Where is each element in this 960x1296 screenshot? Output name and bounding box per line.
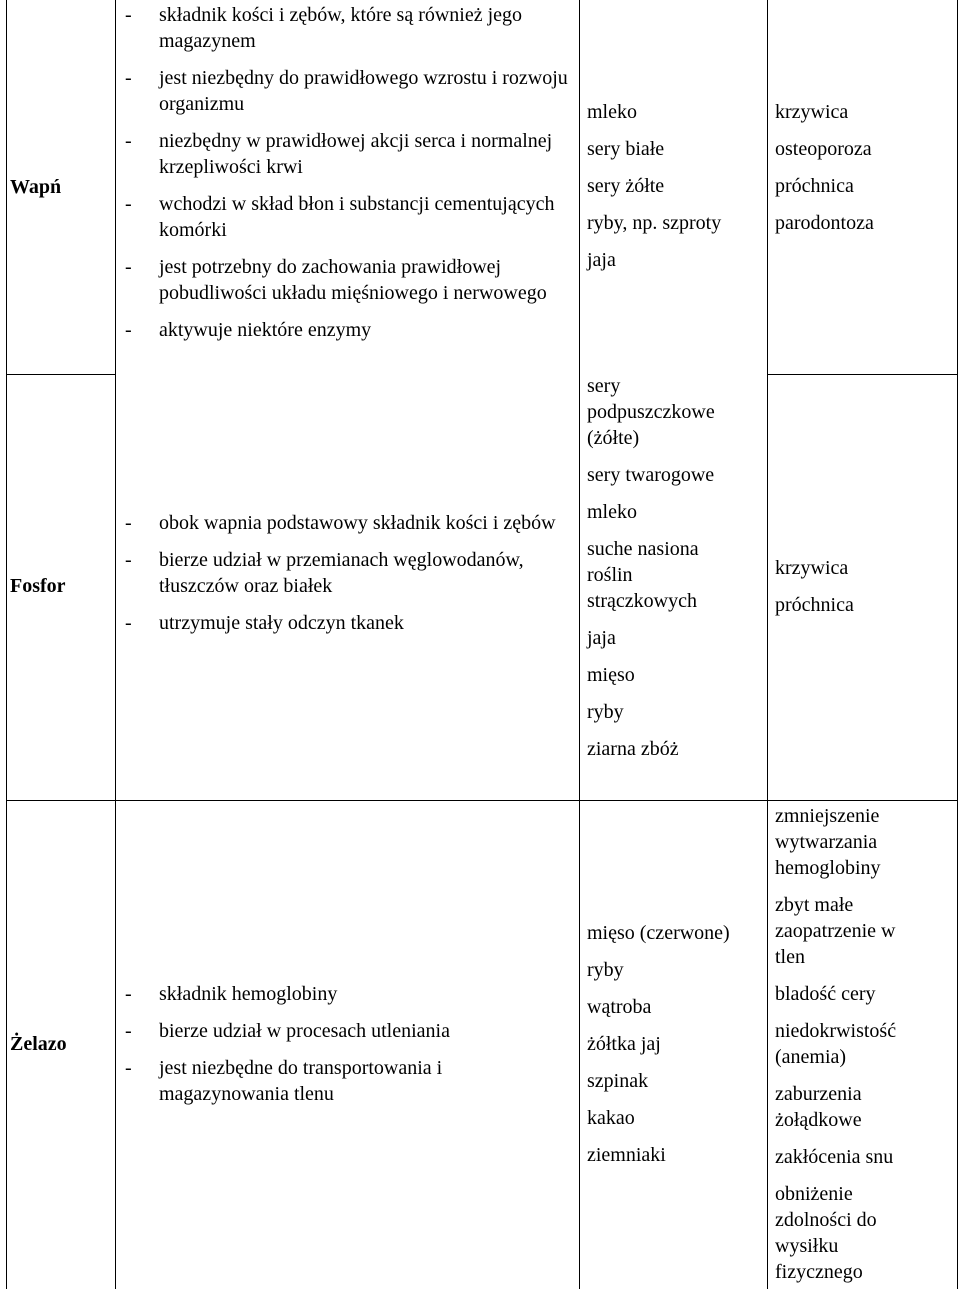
list-item: zmniejszenie wytwarzania hemoglobiny bbox=[775, 805, 881, 879]
column-divider-2 bbox=[579, 0, 580, 1289]
list-item: niedokrwistość (anemia) bbox=[775, 1020, 897, 1068]
list-item: sery białe bbox=[587, 138, 665, 160]
list-item: ryby bbox=[587, 701, 624, 723]
row-name-zelazo: Żelazo bbox=[10, 1033, 67, 1055]
list-item: mleko bbox=[587, 501, 637, 523]
column-divider-1 bbox=[115, 0, 116, 1289]
list-item: kakao bbox=[587, 1107, 635, 1129]
list-item: krzywica bbox=[775, 557, 849, 579]
list-item: parodontoza bbox=[775, 212, 874, 234]
list-item: próchnica bbox=[775, 175, 854, 197]
functions-list-zelazo bbox=[121, 981, 573, 1118]
list-item: mięso (czerwone) bbox=[587, 922, 730, 944]
list-item: sery podpuszczkowe (żółte) bbox=[587, 375, 715, 449]
list-item: ziemniaki bbox=[587, 1144, 666, 1166]
list-item: bladość cery bbox=[775, 983, 876, 1005]
list-item: - wchodzi w skład błon i substancji cementujących komórki bbox=[125, 193, 555, 241]
list-item: - obok wapnia podstawowy składnik kości i zębów bbox=[125, 512, 556, 534]
list-item: - aktywuje niektóre enzymy bbox=[125, 319, 372, 341]
list-item: obniżenie zdolności do wysiłku fizycznego bbox=[775, 1183, 877, 1283]
effects-list-fosfor bbox=[775, 555, 953, 629]
list-item: zakłócenia snu bbox=[775, 1146, 894, 1168]
list-item: - bierze udział w przemianach węglowodanów, tłuszczów oraz białek bbox=[125, 549, 524, 597]
list-item: wątroba bbox=[587, 996, 652, 1018]
list-item: - jest niezbędny do prawidłowego wzrostu i rozwoju organizmu bbox=[125, 67, 568, 115]
list-item: - składnik hemoglobiny bbox=[125, 983, 338, 1005]
list-item: zaburzenia żołądkowe bbox=[775, 1083, 862, 1131]
list-item: mleko bbox=[587, 101, 637, 123]
list-item: - niezbędny w prawidłowej akcji serca i normalnej krzepliwości krwi bbox=[125, 130, 553, 178]
list-item: ziarna zbóż bbox=[587, 738, 679, 760]
list-item: sery żółte bbox=[587, 175, 665, 197]
list-item: - bierze udział w procesach utleniania bbox=[125, 1020, 450, 1042]
sources-list-zelazo bbox=[587, 920, 762, 1179]
list-item: suche nasiona roślin strączkowych bbox=[587, 538, 699, 612]
table-border-right bbox=[957, 0, 958, 1289]
list-item: krzywica bbox=[775, 101, 849, 123]
list-item: próchnica bbox=[775, 594, 854, 616]
sources-list-fosfor bbox=[587, 373, 749, 773]
list-item: - jest potrzebny do zachowania prawidłowej pobudliwości układu mięśniowego i nerwowego bbox=[125, 256, 547, 304]
functions-list-wapn bbox=[121, 2, 573, 354]
list-item: szpinak bbox=[587, 1070, 649, 1092]
list-item: ryby bbox=[587, 959, 624, 981]
effects-list-zelazo bbox=[775, 803, 925, 1296]
list-item: żółtka jaj bbox=[587, 1033, 661, 1055]
list-item: jaja bbox=[587, 627, 616, 649]
row-divider-2 bbox=[6, 800, 958, 801]
row-name-fosfor: Fosfor bbox=[10, 575, 66, 597]
row-divider-1 bbox=[6, 374, 116, 375]
list-item: sery twarogowe bbox=[587, 464, 715, 486]
list-item: - składnik kości i zębów, które są również jego magazynem bbox=[125, 4, 523, 52]
list-item: zbyt małe zaopatrzenie w tlen bbox=[775, 894, 896, 968]
list-item: osteoporoza bbox=[775, 138, 872, 160]
list-item: - utrzymuje stały odczyn tkanek bbox=[125, 612, 404, 634]
list-item: jaja bbox=[587, 249, 616, 271]
table-border-left bbox=[6, 0, 7, 1289]
sources-list-wapn bbox=[587, 99, 762, 284]
functions-list-fosfor bbox=[121, 510, 573, 647]
list-item: ryby, np. szproty bbox=[587, 212, 722, 234]
row-name-wapn: Wapń bbox=[10, 176, 62, 198]
effects-list-wapn bbox=[775, 99, 953, 247]
row-divider-1-right bbox=[767, 374, 958, 375]
column-divider-3 bbox=[767, 0, 768, 1289]
list-item: - jest niezbędne do transportowania i magazynowania tlenu bbox=[125, 1057, 443, 1105]
list-item: mięso bbox=[587, 664, 635, 686]
